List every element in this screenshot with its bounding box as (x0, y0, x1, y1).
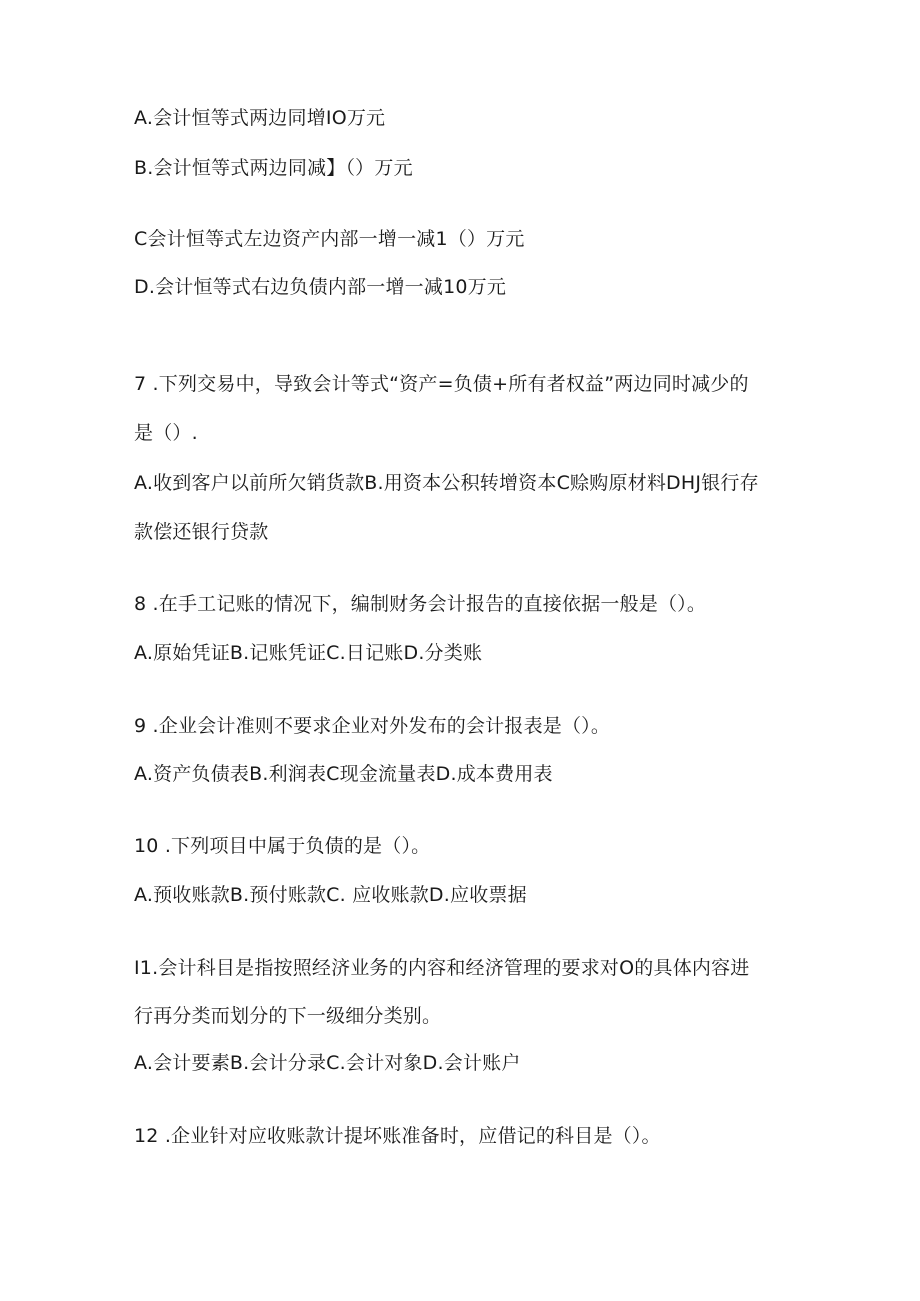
question-7-text: 7 .下列交易中，导致会计等式“资产=负债+所有者权益”两边同时减少的 (134, 373, 749, 395)
question-12-text: 12 .企业针对应收账款计提坏账准备时，应借记的科目是（）。 (134, 1125, 661, 1147)
question-10-text: 10 .下列项目中属于负债的是（）。 (134, 835, 431, 857)
question-7-options: A.收到客户以前所欠销货款B.用资本公积转增资本C赊购原材料DHJ银行存 (134, 472, 759, 494)
question-7-options-cont: 款偿还银行贷款 (134, 521, 269, 543)
option-c-q6: C会计恒等式左边资产内部一增一减1（）万元 (134, 228, 525, 250)
question-10-options: A.预收账款B.预付账款C. 应收账款D.应收票据 (134, 884, 527, 906)
question-8-options: A.原始凭证B.记账凭证C.日记账D.分类账 (134, 642, 483, 664)
question-8-text: 8 .在手工记账的情况下，编制财务会计报告的直接依据一般是（）。 (134, 593, 707, 615)
question-9-options: A.资产负债表B.利润表C现金流量表D.成本费用表 (134, 763, 553, 785)
question-9-text: 9 .企业会计准则不要求企业对外发布的会计报表是（）。 (134, 715, 611, 737)
option-b-q6: B.会计恒等式两边同减】（）万元 (134, 157, 413, 179)
option-d-q6: D.会计恒等式右边负债内部一增一减10万元 (134, 276, 507, 298)
question-11-text-cont: 行再分类而划分的下一级细分类别。 (134, 1005, 442, 1027)
option-a-q6: A.会计恒等式两边同增IO万元 (134, 107, 386, 129)
question-11-text: I1.会计科目是指按照经济业务的内容和经济管理的要求对O的具体内容进 (134, 957, 750, 979)
question-11-options: A.会计要素B.会计分录C.会计对象D.会计账户 (134, 1052, 521, 1074)
question-7-text-cont: 是（）. (134, 422, 198, 444)
